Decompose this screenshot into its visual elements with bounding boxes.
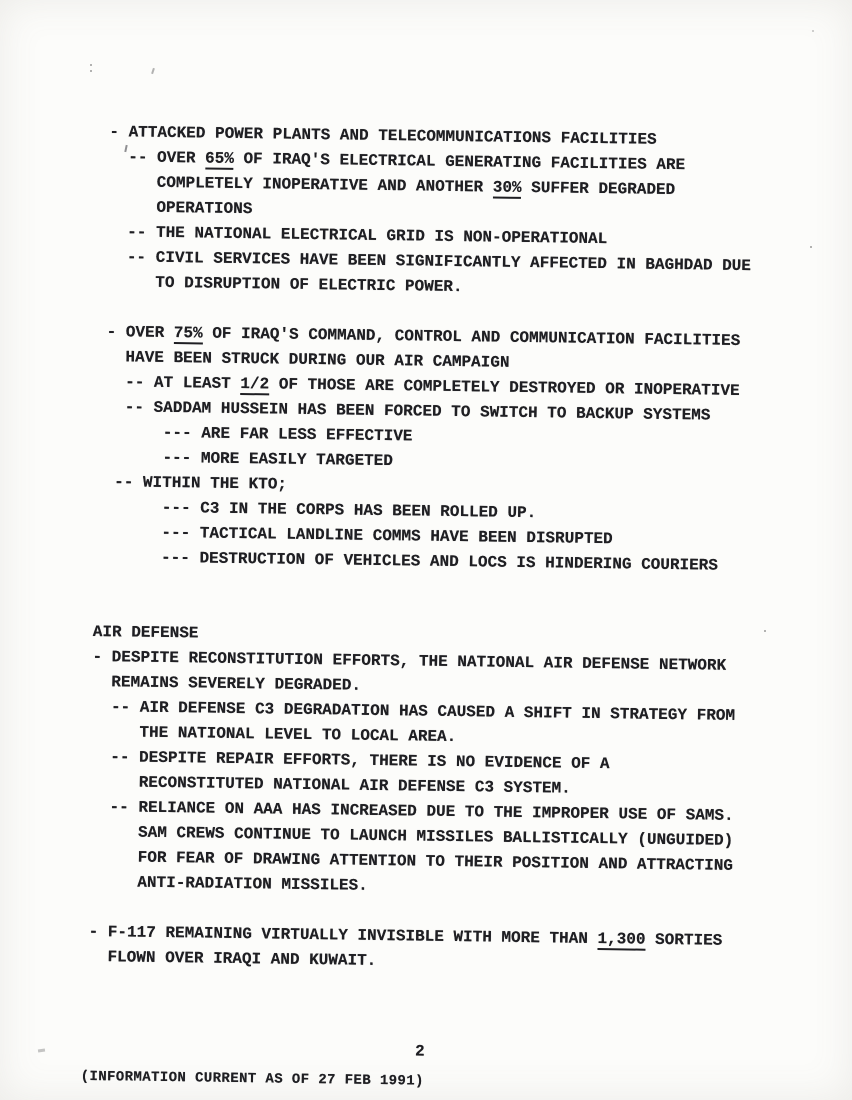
text-segment: FLOWN OVER IRAQI AND KUWAIT. (88, 947, 377, 970)
underlined-text: 65% (204, 149, 235, 168)
text-segment: THE NATIONAL LEVEL TO LOCAL AREA. (91, 722, 457, 747)
text-segment: --- C3 IN THE CORPS HAS BEEN ROLLED UP. (94, 497, 537, 523)
document-lines (88, 120, 840, 980)
text-segment: --- TACTICAL LANDLINE COMMS HAVE BEEN DISRUPTED (94, 522, 613, 549)
underlined-text: 30% (492, 178, 522, 197)
scan-artifact (38, 1049, 45, 1053)
text-segment: --- ARE FAR LESS EFFECTIVE (95, 422, 413, 446)
scan-artifact (812, 30, 814, 32)
text-segment: AIR DEFENSE (92, 622, 199, 643)
text-segment: -- AT LEAST (96, 372, 241, 393)
document-content (80, 120, 840, 1090)
text-segment: OF IRAQ'S ELECTRICAL GENERATING FACILITIES ARE (233, 149, 686, 175)
scan-artifact (90, 64, 92, 66)
underlined-text: 1/2 (240, 374, 270, 394)
scan-artifact (151, 68, 155, 74)
text-segment: ANTI-RADIATION MISSILES. (89, 872, 368, 895)
text-segment: SAM CREWS CONTINUE TO LAUNCH MISSILES BALLISTICALLY (UNGUIDED) (89, 822, 734, 850)
text-segment: --- DESTRUCTION OF VEHICLES AND LOCS IS HINDERING COURIERS (93, 547, 719, 575)
text-segment: OPERATIONS (98, 197, 253, 219)
text-segment: -- SADDAM HUSSEIN HAS BEEN FORCED TO SWITCH TO BACKUP SYSTEMS (95, 397, 711, 425)
text-segment: -- WITHIN THE KTO; (94, 472, 288, 494)
text-segment: --- MORE EASILY TARGETED (95, 447, 394, 471)
text-segment: - F-117 REMAINING VIRTUALLY INVISIBLE WITH MORE THAN (88, 922, 598, 949)
text-segment: -- THE NATIONAL ELECTRICAL GRID IS NON-OPERATIONAL (98, 222, 608, 249)
text-segment: -- OVER (99, 147, 206, 168)
text-segment: -- RELIANCE ON AAA HAS INCREASED DUE TO THE IMPROPER USE OF SAMS. (90, 797, 734, 825)
text-segment: - DESPITE RECONSTITUTION EFFORTS, THE NATIONAL AIR DEFENSE NETWORK (92, 647, 727, 675)
text-segment: RECONSTITUTED NATIONAL AIR DEFENSE C3 SYSTEM. (90, 772, 571, 798)
text-segment: TO DISRUPTION OF ELECTRIC POWER. (97, 272, 463, 297)
text-segment: SORTIES (645, 930, 723, 950)
page-number: 2 (414, 1042, 425, 1061)
text-segment: FOR FEAR OF DRAWING ATTENTION TO THEIR POSITION AND ATTRACTING (89, 847, 734, 875)
text-segment: OF IRAQ'S COMMAND, CONTROL AND COMMUNICATION FACILITIES (202, 324, 741, 350)
text-segment: - OVER (96, 322, 174, 343)
text-segment: OF THOSE ARE COMPLETELY DESTROYED OR INOPERATIVE (269, 375, 740, 400)
underlined-text: 75% (173, 324, 203, 343)
text-segment: HAVE BEEN STRUCK DURING OUR AIR CAMPAIGN (96, 347, 510, 372)
text-segment: - ATTACKED POWER PLANTS AND TELECOMMUNICATIONS FACILITIES (99, 122, 657, 149)
text-segment: -- AIR DEFENSE C3 DEGRADATION HAS CAUSED A SHIFT IN STRATEGY FROM (91, 697, 736, 725)
text-segment: -- DESPITE REPAIR EFFORTS, THERE IS NO EVIDENCE OF A (90, 747, 610, 774)
text-segment: COMPLETELY INOPERATIVE AND ANOTHER (99, 172, 493, 197)
text-segment: -- CIVIL SERVICES HAVE BEEN SIGNIFICANTLY AFFECTED IN BAGHDAD DUE (97, 247, 752, 276)
footer-note: (INFORMATION CURRENT AS OF 27 FEB 1991) (80, 1068, 424, 1090)
text-segment: REMAINS SEVERELY DEGRADED. (92, 672, 362, 695)
underlined-text: 1,300 (597, 930, 646, 949)
text-segment: SUFFER DEGRADED (521, 178, 676, 200)
